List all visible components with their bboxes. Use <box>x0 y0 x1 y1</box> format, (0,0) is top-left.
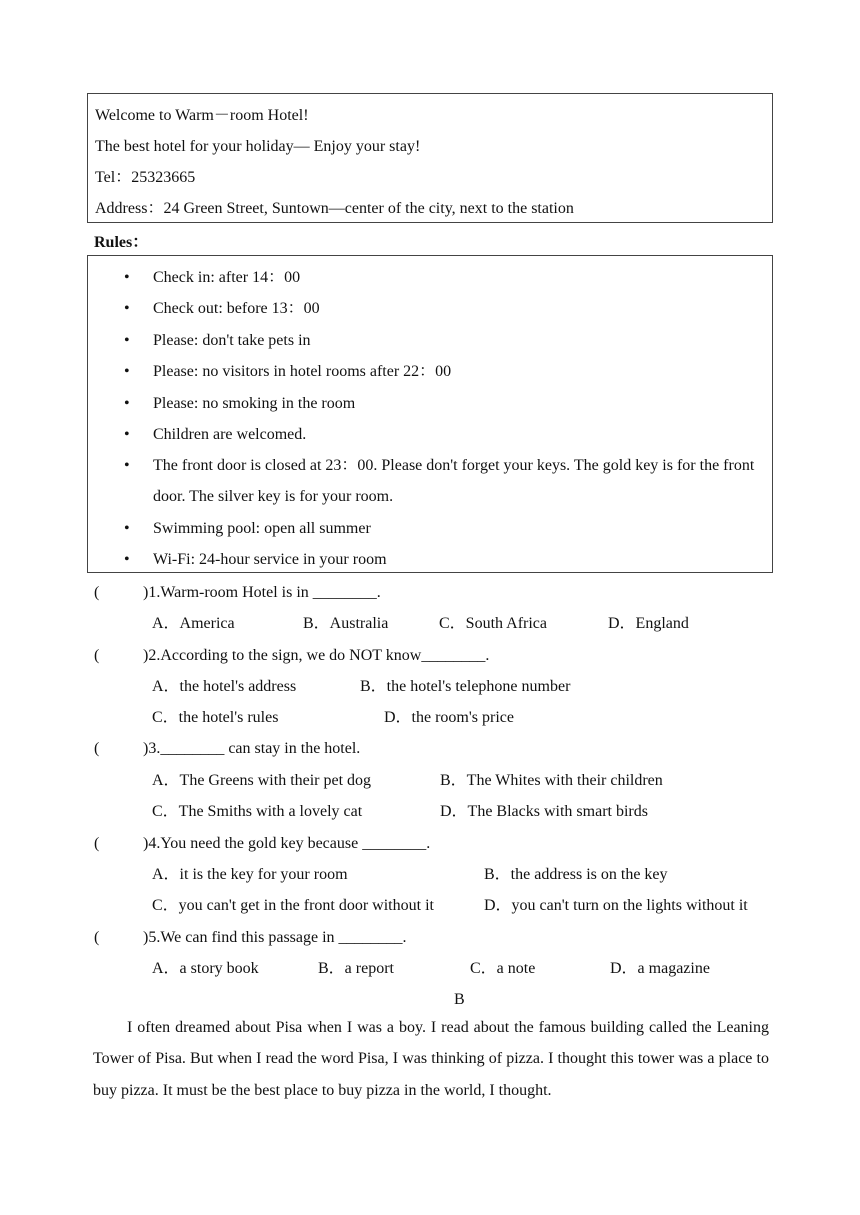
bullet-icon: • <box>124 395 130 412</box>
bullet-icon: • <box>124 332 130 349</box>
answer-blank-open[interactable]: ( <box>94 740 100 757</box>
option-c[interactable]: C．you can't get in the front door without it <box>152 897 434 914</box>
bullet-icon: • <box>124 551 130 568</box>
answer-blank-close: ) <box>143 584 149 601</box>
answer-blank-close: ) <box>143 929 149 946</box>
answer-blank-open[interactable]: ( <box>94 647 100 664</box>
rule-text: Please: no visitors in hotel rooms after 22：00 <box>153 363 452 380</box>
bullet-icon: • <box>124 269 130 286</box>
question-text: 4.You need the gold key because ________. <box>148 835 431 852</box>
notice-address: Address：24 Green Street, Suntown—center of the city, next to the station <box>95 200 574 217</box>
option-b[interactable]: B．The Whites with their children <box>440 772 663 789</box>
question-stem <box>143 641 489 671</box>
question-stem <box>143 829 430 859</box>
option-a[interactable]: A．The Greens with their pet dog <box>152 772 372 789</box>
option-c[interactable]: C．South Africa <box>439 615 547 632</box>
reading-passage: I often dreamed about Pisa when I was a boy. I read about the famous building called the Leaning Tower of Pisa. But when I read the word Pisa, I was thinking of pizza. I thought this tower was a place to buy pizza. It must be the best place to buy pizza in the world, I thought. <box>93 1019 769 1099</box>
rule-text: Check in: after 14：00 <box>153 269 301 286</box>
question-text: 2.According to the sign, we do NOT know________. <box>148 647 490 664</box>
option-c[interactable]: C．a note <box>470 960 536 977</box>
option-c[interactable]: C．The Smiths with a lovely cat <box>152 803 363 820</box>
option-d[interactable]: D．you can't turn on the lights without it <box>484 897 748 914</box>
rules-box <box>87 255 773 573</box>
option-b[interactable]: B．a report <box>318 960 394 977</box>
notice-tel: Tel：25323665 <box>95 169 196 186</box>
question-stem <box>143 734 360 764</box>
option-d[interactable]: D．a magazine <box>610 960 710 977</box>
option-c[interactable]: C．the hotel's rules <box>152 709 279 726</box>
option-a[interactable]: A．America <box>152 615 235 632</box>
rule-text: Wi-Fi: 24-hour service in your room <box>153 551 387 568</box>
answer-blank-close: ) <box>143 740 149 757</box>
rule-text: Swimming pool: open all summer <box>153 520 371 537</box>
option-d[interactable]: D．the room's price <box>384 709 514 726</box>
answer-blank-open[interactable]: ( <box>94 929 100 946</box>
question-stem <box>143 578 381 608</box>
option-b[interactable]: B．the address is on the key <box>484 866 668 883</box>
bullet-icon: • <box>124 363 130 380</box>
bullet-icon: • <box>124 520 130 537</box>
option-a[interactable]: A．a story book <box>152 960 259 977</box>
rules-heading: Rules： <box>94 234 149 251</box>
rule-text: Check out: before 13：00 <box>153 300 320 317</box>
option-a[interactable]: A．the hotel's address <box>152 678 297 695</box>
question-text: 3.________ can stay in the hotel. <box>148 740 361 757</box>
rule-text: Children are welcomed. <box>153 426 307 443</box>
rule-text: Please: no smoking in the room <box>153 395 356 412</box>
answer-blank-open[interactable]: ( <box>94 584 100 601</box>
bullet-icon: • <box>124 300 130 317</box>
notice-welcome: Welcome to Warm－room Hotel! <box>95 107 309 124</box>
option-a[interactable]: A．it is the key for your room <box>152 866 348 883</box>
bullet-icon: • <box>124 457 130 474</box>
section-b-heading: B <box>454 991 465 1008</box>
question-text: 1.Warm-room Hotel is in ________. <box>148 584 381 601</box>
rule-text: The front door is closed at 23：00. Please don't forget your keys. The gold key is for the front door. The silver key is for your room. <box>153 457 755 506</box>
rule-text: Please: don't take pets in <box>153 332 311 349</box>
option-d[interactable]: D．England <box>608 615 689 632</box>
option-b[interactable]: B．the hotel's telephone number <box>360 678 571 695</box>
answer-blank-open[interactable]: ( <box>94 835 100 852</box>
notice-slogan: The best hotel for your holiday— Enjoy your stay! <box>95 138 421 155</box>
bullet-icon: • <box>124 426 130 443</box>
option-d[interactable]: D．The Blacks with smart birds <box>440 803 648 820</box>
hotel-notice-box <box>87 93 773 223</box>
answer-blank-close: ) <box>143 647 149 664</box>
answer-blank-close: ) <box>143 835 149 852</box>
question-stem <box>143 923 407 953</box>
question-text: 5.We can find this passage in ________. <box>148 929 407 946</box>
option-b[interactable]: B．Australia <box>303 615 389 632</box>
